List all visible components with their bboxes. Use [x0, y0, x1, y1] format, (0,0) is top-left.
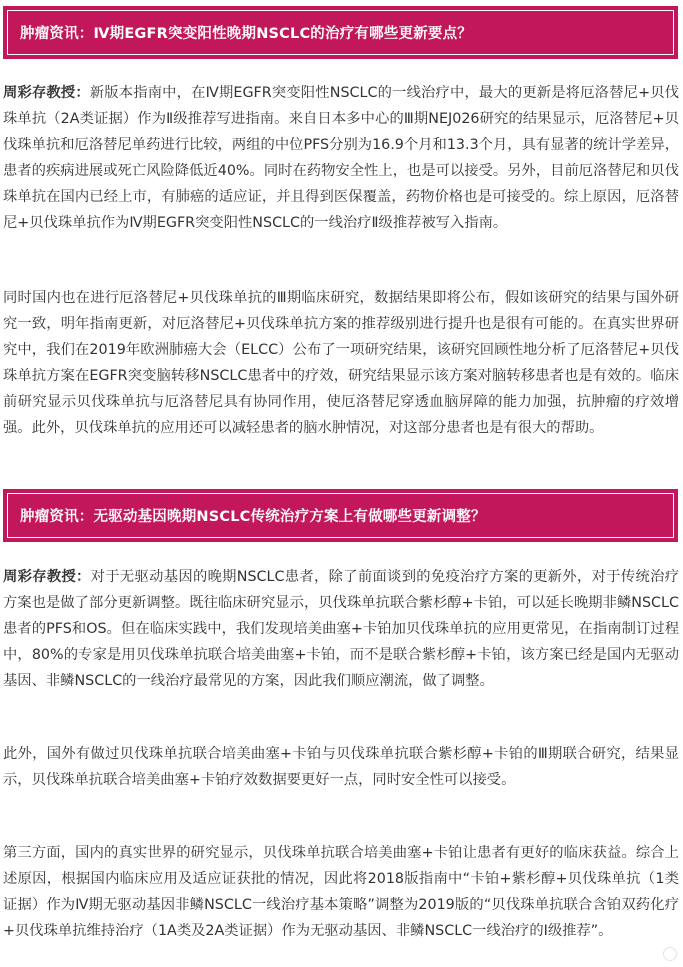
answer-text: 同时国内也在进行厄洛替尼+贝伐珠单抗的Ⅲ期临床研究，数据结果即将公布，假如该研究的结果与国外研究一致，明年指南更新，对厄洛替尼+贝伐珠单抗方案的推荐级别进行提升也是很有可能的。在真实世界研究中，我们在2019年欧洲肺癌大会（ELCC）公布了一项研究结果，该研究回顾性地分析了厄洛替尼+贝伐珠单抗方案在EGFR突变脑转移NSCLC患者中的疗效，研究结果显示该方案对脑转移患者也是有效的。临床前研究显示贝伐珠单抗与厄洛替尼具有协同作用，使厄洛替尼穿透血脑屏障的能力加强，抗肿瘤的疗效增强。此外，贝伐珠单抗的应用还可以减轻患者的脑水肿情况，对这部分患者也是有很大的帮助。 — [3, 290, 679, 436]
section-1-answer-paragraph-1 — [3, 80, 679, 236]
answer-text: 此外，国外有做过贝伐珠单抗联合培美曲塞+卡铂与贝伐珠单抗联合紫杉醇+卡铂的Ⅲ期联合研究，结果显示，贝伐珠单抗联合培美曲塞+卡铂疗效数据要更好一点，同时安全性可以接受。 — [3, 746, 679, 788]
site-logo-icon — [663, 947, 677, 961]
section-2-answer-paragraph-3 — [3, 840, 679, 944]
section-1-title: 肿瘤资讯：Ⅳ期EGFR突变阳性晚期NSCLC的治疗有哪些更新要点？ — [7, 10, 674, 55]
section-2-answer-paragraph-1 — [3, 564, 679, 694]
speaker-label: 周彩存教授： — [3, 85, 90, 101]
section-1-header — [3, 6, 678, 59]
section-2-header — [3, 489, 678, 542]
section-1-answer-paragraph-2 — [3, 285, 679, 441]
section-2-answer-paragraph-2 — [3, 741, 679, 793]
section-2-title: 肿瘤资讯：无驱动基因晚期NSCLC传统治疗方案上有做哪些更新调整？ — [7, 493, 674, 538]
speaker-label: 周彩存教授： — [3, 569, 91, 585]
answer-text: 新版本指南中，在Ⅳ期EGFR突变阳性NSCLC的一线治疗中，最大的更新是将厄洛替尼+贝伐珠单抗（2A类证据）作为Ⅱ级推荐写进指南。来自日本多中心的Ⅲ期NEJ026研究的结果显示，厄洛替尼+贝伐珠单抗和厄洛替尼单药进行比较，两组的中位PFS分别为16.9个月和13.3个月，具有显著的统计学差异，患者的疾病进展或死亡风险降低近40%。同时在药物安全性上，也是可以接受。另外，目前厄洛替尼和贝伐珠单抗在国内已经上市，有肺癌的适应证，并且得到医保覆盖，药物价格也是可接受的。综上原因，厄洛替尼+贝伐珠单抗作为Ⅳ期EGFR突变阳性NSCLC的一线治疗Ⅱ级推荐被写入指南。 — [3, 85, 680, 231]
answer-text: 对于无驱动基因的晚期NSCLC患者，除了前面谈到的免疫治疗方案的更新外，对于传统治疗方案也是做了部分更新调整。既往临床研究显示，贝伐珠单抗联合紫杉醇+卡铂，可以延长晚期非鳞NSCLC患者的PFS和OS。但在临床实践中，我们发现培美曲塞+卡铂加贝伐珠单抗的应用更常见，在指南制订过程中，80%的专家是用贝伐珠单抗联合培美曲塞+卡铂，而不是联合紫杉醇+卡铂，该方案已经是国内无驱动基因、非鳞NSCLC的一线治疗最常见的方案，因此我们顺应潮流，做了调整。 — [3, 569, 679, 689]
watermark — [663, 947, 677, 961]
answer-text: 第三方面，国内的真实世界的研究显示，贝伐珠单抗联合培美曲塞+卡铂让患者有更好的临床获益。综合上述原因，根据国内临床应用及适应证获批的情况，因此将2018版指南中“卡铂+紫杉醇+贝伐珠单抗（1类证据）作为Ⅳ期无驱动基因非鳞NSCLC一线治疗基本策略”调整为2019版的“贝伐珠单抗联合含铂双药化疗+贝伐珠单抗维持治疗（1A类及2A类证据）作为无驱动基因、非鳞NSCLC一线治疗的Ⅰ级推荐”。 — [3, 845, 679, 939]
